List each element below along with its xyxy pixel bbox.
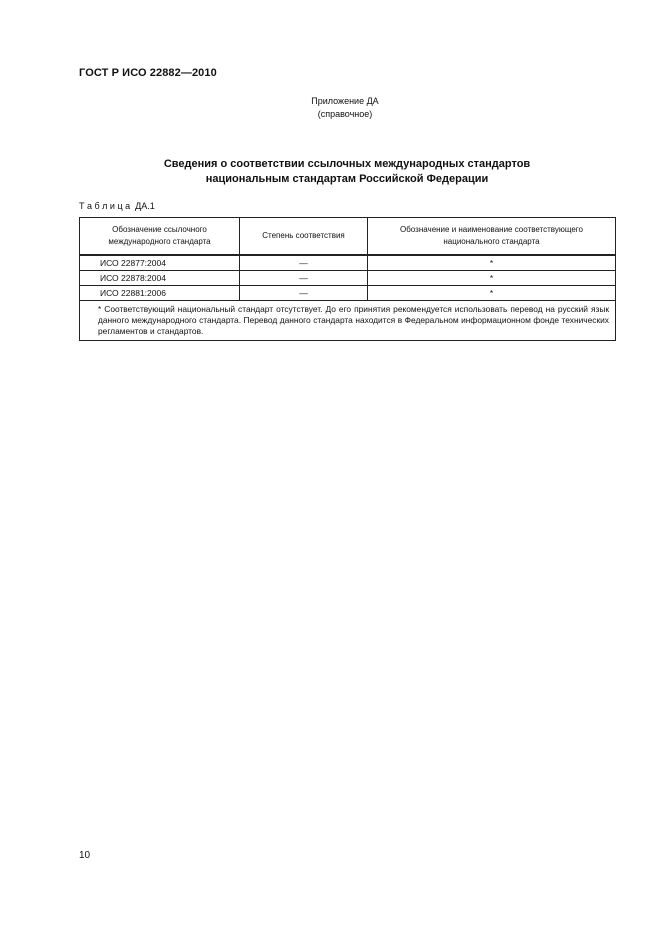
table-caption: Т а б л и ц а ДА.1 (79, 201, 155, 211)
column-header-degree: Степень соответствия (240, 218, 368, 256)
row-degree: — (240, 271, 368, 286)
correspondence-table (79, 217, 616, 341)
row-national-standard: * (368, 286, 616, 301)
page-number: 10 (79, 850, 91, 861)
table-row (80, 286, 616, 301)
column-header-national-standard: Обозначение и наименование соответствующего национального стандарта (368, 218, 616, 256)
table-row (80, 271, 616, 286)
appendix-type: (справочное) (317, 109, 373, 119)
footnote-text: * Соответствующий национальный стандарт отсутствует. До его принятия рекомендуется использовать перевод на русский язык данного международного стандарта. Перевод данного стандарта находится в Федеральном информационном фонде технических регламентов и стандартов. (98, 304, 609, 336)
row-designation: ИСО 22881:2006 (80, 286, 240, 301)
table-header-row (80, 218, 616, 256)
table-footnote-row (80, 301, 616, 341)
row-degree: — (240, 286, 368, 301)
table-row (80, 255, 616, 271)
row-national-standard: * (368, 255, 616, 271)
row-designation: ИСО 22878:2004 (80, 271, 240, 286)
row-national-standard: * (368, 271, 616, 286)
section-title (79, 157, 615, 187)
section-title-line-1: Сведения о соответствии ссылочных международных стандартов (163, 158, 531, 170)
section-title-line-2: национальным стандартам Российской Федерации (205, 173, 489, 185)
row-designation: ИСО 22877:2004 (80, 255, 240, 271)
row-degree: — (240, 255, 368, 271)
appendix-name: Приложение ДА (311, 96, 379, 106)
table-footnote (80, 301, 616, 341)
column-header-designation: Обозначение ссылочного международного стандарта (80, 218, 240, 256)
document-header-title: ГОСТ Р ИСО 22882—2010 (79, 67, 217, 79)
